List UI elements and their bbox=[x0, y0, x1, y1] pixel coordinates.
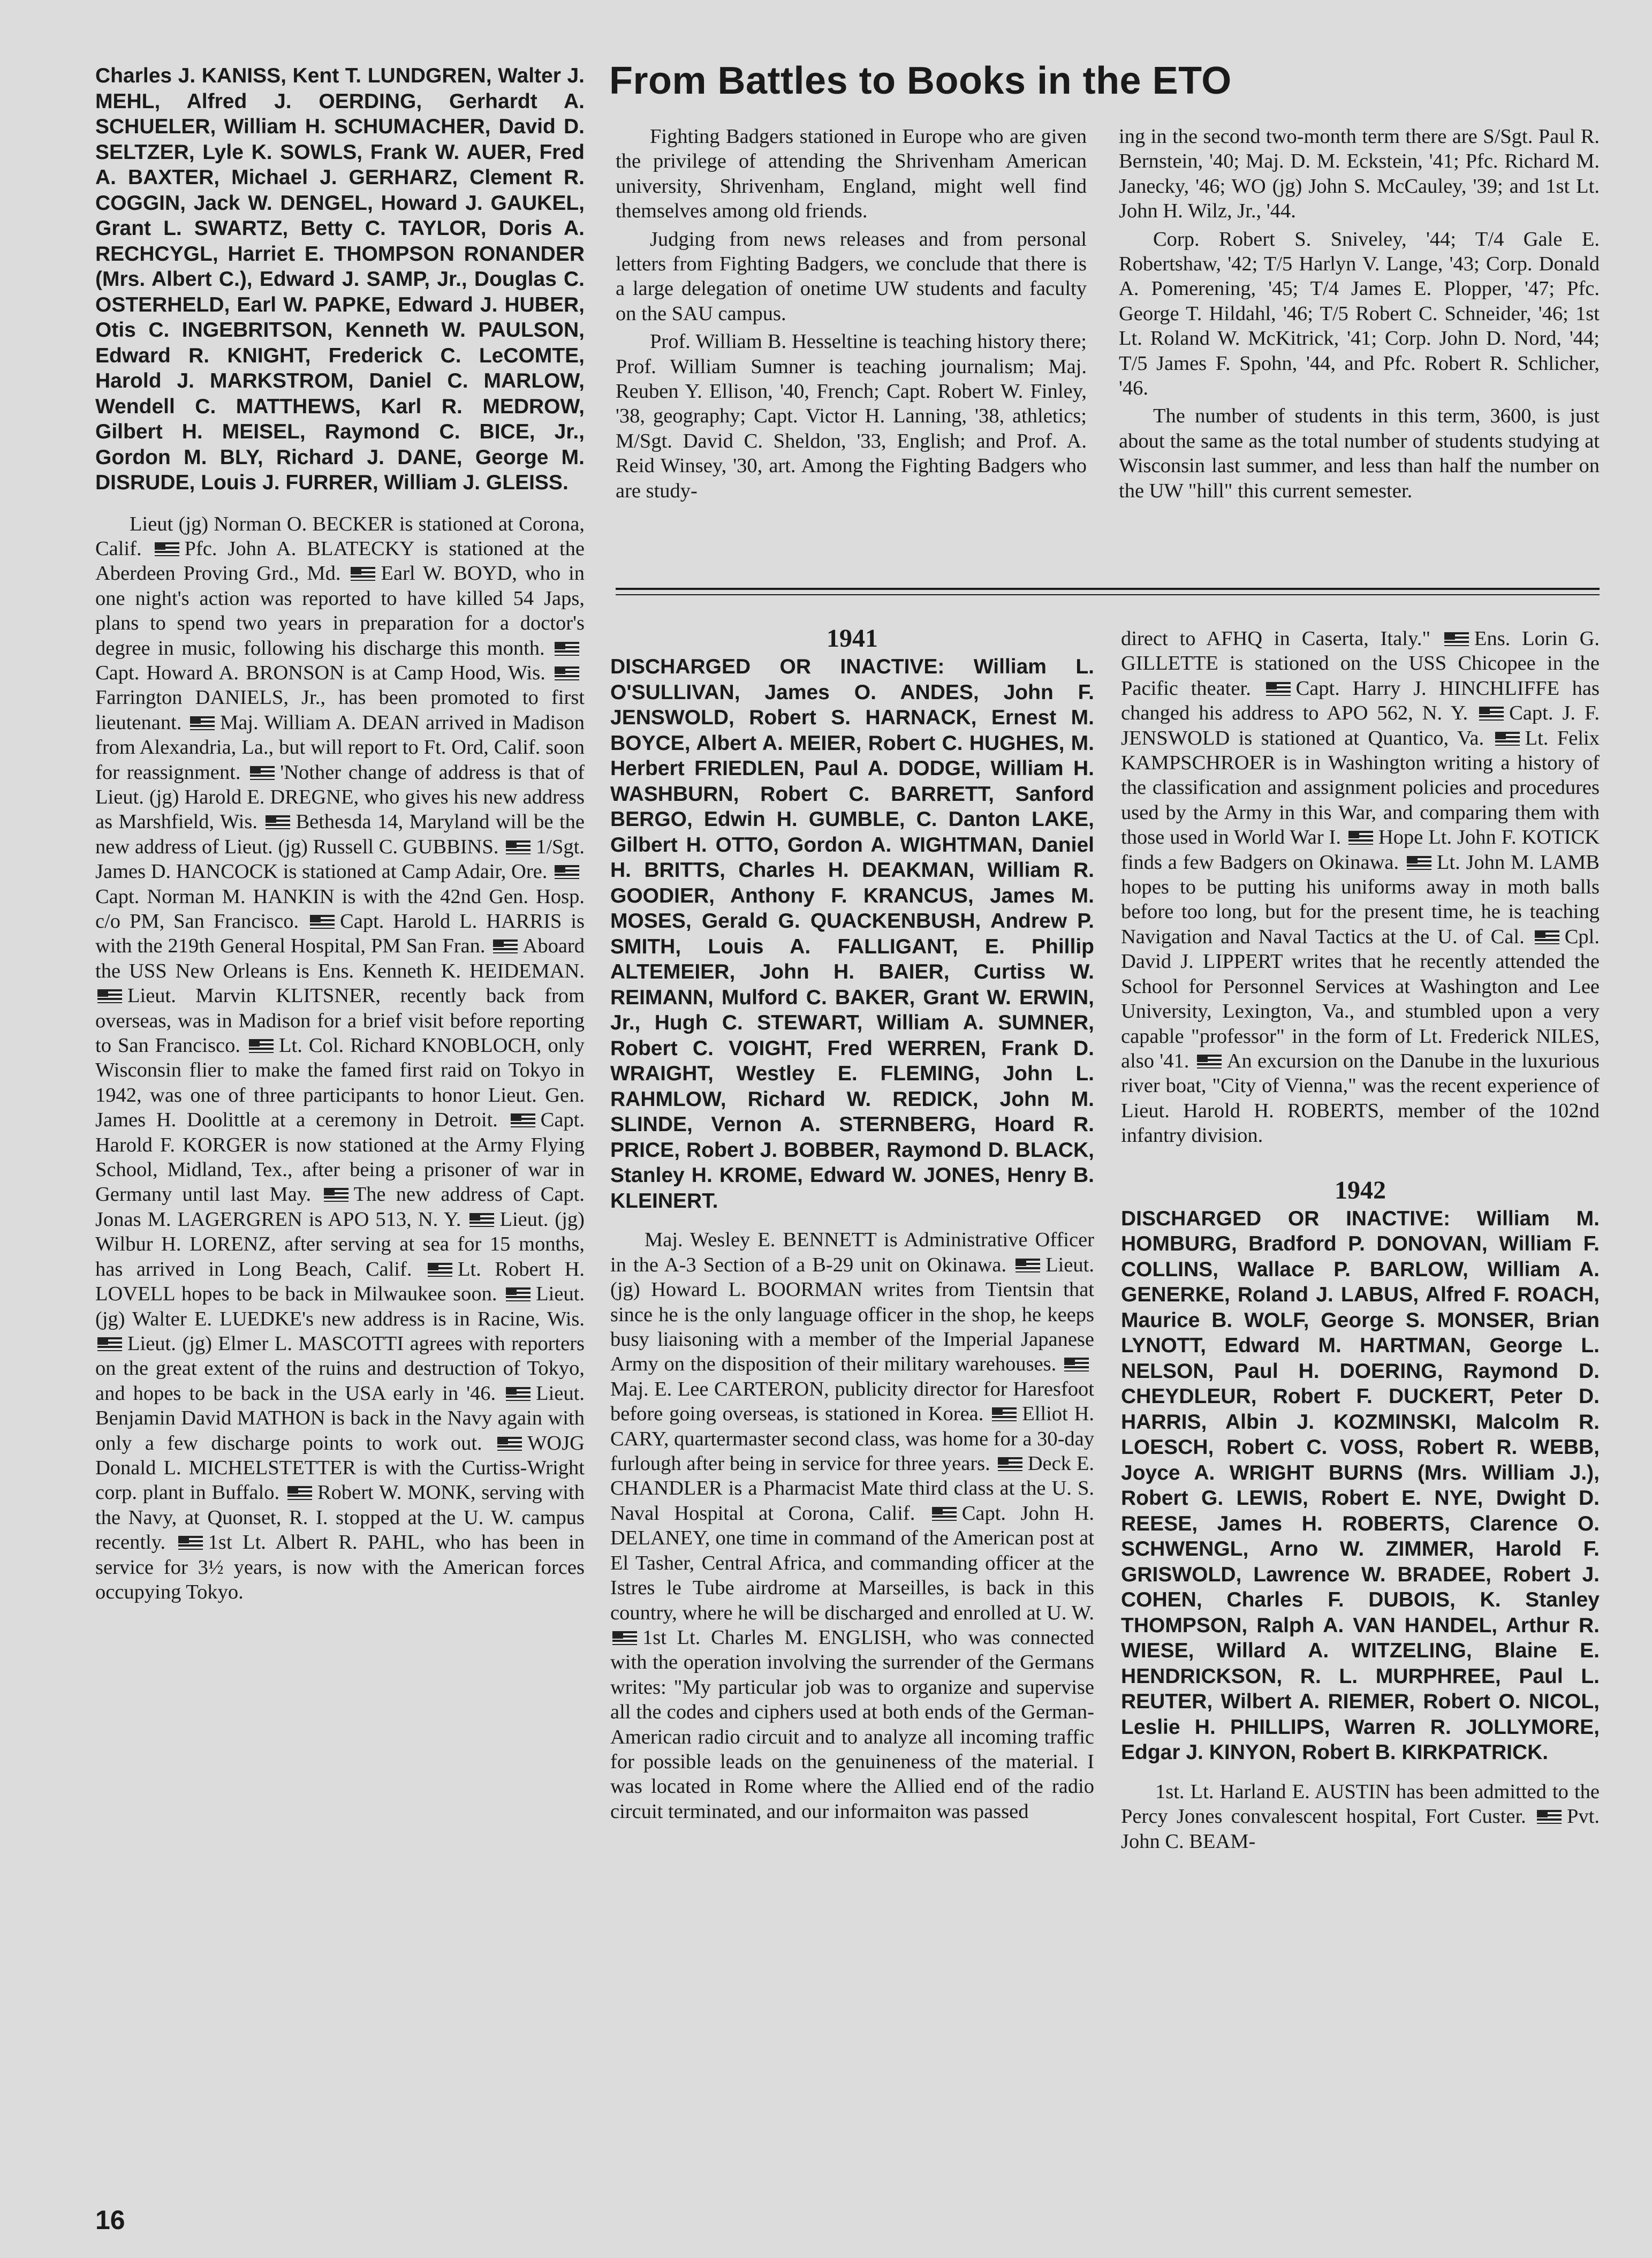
news-item: Capt. Harold F. KORGER is now stationed at the Army Flying School, Midland, Tex., after being a prisoner of war in Germany until last May. bbox=[95, 1109, 585, 1206]
article-headline: From Battles to Books in the ETO bbox=[609, 59, 1232, 102]
news-item: Aboard the USS New Orleans is Ens. Kenneth K. HEIDEMAN. bbox=[95, 935, 585, 982]
us-flag-icon bbox=[250, 766, 275, 780]
year-heading-1942: 1942 bbox=[1335, 1176, 1386, 1204]
us-flag-icon bbox=[178, 1536, 203, 1550]
us-flag-icon bbox=[555, 642, 579, 656]
news-item: Pfc. John A. BLATECKY is stationed at the Aberdeen Proving Grd., Md. bbox=[95, 537, 585, 585]
us-flag-icon bbox=[612, 1631, 637, 1645]
us-flag-icon bbox=[1197, 1055, 1222, 1069]
news-item: direct to AFHQ in Caserta, Italy." bbox=[1121, 627, 1442, 650]
news-item: Hope Lt. John F. KOTICK finds a few Badgers on Okinawa. bbox=[1121, 826, 1600, 874]
left-column bbox=[95, 63, 585, 1604]
news-item: Lieut. Marvin KLITSNER, recently back from overseas, was in Madison for a brief visit before reporting to San Francisco. bbox=[95, 984, 585, 1057]
article-column-a bbox=[616, 124, 1087, 503]
news-item: Capt. Harold L. HARRIS is with the 219th General Hospital, PM San Fran. bbox=[95, 910, 585, 958]
us-flag-icon bbox=[506, 1387, 531, 1401]
news-item: Deck E. CHANDLER is a Pharmacist Mate third class at the U. S. Naval Hospital at Corona, Calif. bbox=[610, 1452, 1095, 1525]
news-item: Maj. E. Lee CARTERON, publicity director for Haresfoot before going overseas, is stationed in Korea. bbox=[610, 1377, 1094, 1426]
us-flag-icon bbox=[1348, 831, 1373, 845]
article-paragraph: Prof. William B. Hesseltine is teaching history there; Prof. William Sumner is teaching journalism; Maj. Reuben Y. Ellison, '40, French; Capt. Robert W. Finley, '38, geography; Capt. Victor H. Lanning, '38, athletics; M/Sgt. David C. Sheldon, '33, English; and Prof. A. Reid Winsey, '30, art. Among the Fighting Badgers who are study- bbox=[616, 330, 1087, 502]
news-item: 1/Sgt. James D. HANCOCK is stationed at Camp Adair, Ore. bbox=[95, 835, 585, 883]
news-item: Lieut. (jg) Howard L. BOORMAN writes from Tientsin that since he is the only language officer in the shop, he keeps busy liaisoning with a member of the Imperial Japanese Army on the disposition of their military warehouses. bbox=[610, 1253, 1094, 1376]
us-flag-icon bbox=[1479, 707, 1504, 721]
us-flag-icon bbox=[493, 939, 518, 953]
news-item: The new address of Capt. Jonas M. LAGERGREN is APO 513, N. Y. bbox=[95, 1183, 585, 1231]
us-flag-icon bbox=[190, 716, 215, 730]
us-flag-icon bbox=[310, 915, 335, 929]
us-flag-icon bbox=[998, 1457, 1022, 1471]
us-flag-icon bbox=[555, 865, 579, 879]
news-item: Capt. Harry J. HINCHLIFFE has changed his address to APO 562, N. Y. bbox=[1121, 677, 1600, 725]
us-flag-icon bbox=[428, 1263, 452, 1277]
us-flag-icon bbox=[249, 1039, 274, 1053]
names-list: Charles J. KANISS, Kent T. LUNDGREN, Walter J. MEHL, Alfred J. OERDING, Gerhardt A. SCHUELER, William H. SCHUMACHER, David D. SELTZER, Lyle K. SOWLS, Frank W. AUER, Fred A. BAXTER, Michael J. GERHARZ, Clement R. COGGIN, Jack W. DENGEL, Howard J. GAUKEL, Grant L. SWARTZ, Betty C. TAYLOR, Doris A. RECHCYGL, Harriet E. THOMPSON RONANDER (Mrs. Albert C.), Edward J. SAMP, Jr., Douglas C. OSTERHELD, Earl W. PAPKE, Edward J. HUBER, Otis C. INGEBRITSON, Kenneth W. PAULSON, Edward R. KNIGHT, Frederick C. LeCOMTE, Harold J. MARKSTROM, Daniel C. MARLOW, Wendell C. MATTHEWS, Karl R. MEDROW, Gilbert H. MEISEL, Raymond C. BICE, Jr., Gordon M. BLY, Richard J. DANE, George M. DISRUDE, Louis J. FURRER, William J. GLEISS. bbox=[95, 64, 585, 494]
news-item: Cpl. David J. LIPPERT writes that he recently attended the School for Personnel Services at Washington and Lee University, Lexington, Va., and stumbled upon a very capable "professor" in the form of Lt. Frederick NILES, also '41. bbox=[1121, 925, 1600, 1072]
us-flag-icon bbox=[1266, 682, 1291, 696]
news-item: 1st Lt. Albert R. PAHL, who has been in service for 3½ years, is now with the American forces occupying Tokyo. bbox=[95, 1531, 585, 1603]
news-item: Lt. Robert H. LOVELL hopes to be back in Milwaukee soon. bbox=[95, 1257, 585, 1306]
us-flag-icon bbox=[1537, 1810, 1562, 1824]
column-1941 bbox=[610, 626, 1094, 1824]
news-paragraph bbox=[1121, 1779, 1600, 1854]
news-item: Lt. Col. Richard KNOBLOCH, only Wisconsin flier to make the famed first raid on Tokyo in 1942, was one of three participants to honor Lieut. Gen. James H. Doolittle at a ceremony in Detroit. bbox=[95, 1034, 585, 1132]
news-item: Maj. William A. DEAN arrived in Madison from Alexandria, La., but will report to Ft. Ord, Calif. soon for reassignment. bbox=[95, 711, 585, 784]
us-flag-icon bbox=[469, 1213, 494, 1227]
us-flag-icon bbox=[511, 1113, 535, 1127]
news-item: Capt. Howard A. BRONSON is at Camp Hood, Wis. bbox=[95, 661, 552, 684]
news-item: Lieut (jg) Norman O. BECKER is stationed at Corona, Calif. bbox=[95, 512, 585, 560]
news-item: Earl W. BOYD, who in one night's action was reported to have killed 54 Japs, plans to spend two years in preparation for a doctor's degree in music, following his discharge this month. bbox=[95, 562, 585, 660]
news-item: Lt. Felix KAMPSCHROER is in Washington writing a history of the classification and assignment policies and procedures used by the Army in this War, and comparing them with those used in World War I. bbox=[1121, 726, 1600, 849]
article-paragraph: ing in the second two-month term there are S/Sgt. Paul R. Bernstein, '40; Maj. D. M. Eckstein, '41; Pfc. Richard M. Janecky, '46; WO (jg) John S. McCauley, '39; and 1st Lt. John H. Wilz, Jr., '44. bbox=[1119, 125, 1600, 223]
us-flag-icon bbox=[1407, 856, 1431, 870]
article-paragraph: The number of students in this term, 3600, is just about the same as the total number of students studying at Wisconsin last summer, and less than half the number on the UW "hill" this current semester. bbox=[1119, 405, 1600, 502]
news-item: Bethesda 14, Maryland will be the new address of Lieut. (jg) Russell C. GUBBINS. bbox=[95, 810, 585, 858]
article-divider-rule bbox=[616, 588, 1600, 590]
us-flag-icon bbox=[155, 542, 179, 556]
news-item: Lieut. Benjamin David MATHON is back in the Navy again with only a few discharge points to work out. bbox=[95, 1382, 585, 1454]
article-paragraph: Fighting Badgers stationed in Europe who are given the privilege of attending the Shrivenham American university, Shrivenham, England, might well find themselves among old friends. bbox=[616, 125, 1087, 223]
news-item: Capt. John H. DELANEY, one time in command of the American post at El Tasher, Central Africa, and commanding officer at the Istres le Tube airdrome at Marseilles, is back in this country, where he will be discharged and enrolled at U. W. bbox=[610, 1502, 1095, 1624]
news-item: Lieut. (jg) Elmer L. MASCOTTI agrees with reporters on the great extent of the ruins and destruction of Tokyo, and hopes to be back in the USA early in '46. bbox=[95, 1332, 585, 1405]
discharged-names-1942: DISCHARGED OR INACTIVE: William M. HOMBURG, Bradford P. DONOVAN, William F. COLLINS, Wallace P. BARLOW, William A. GENERKE, Roland J. LABUS, Alfred F. ROACH, Maurice B. WOLF, George S. MONSER, Brian LYNOTT, Edward M. HARTMAN, George L. NELSON, Paul H. DOERING, Raymond D. CHEYDLEUR, Robert F. DUCKERT, Peter D. HARRIS, Albin J. KOZMINSKI, Malcolm R. LOESCH, Robert C. VOSS, Robert R. WEBB, Joyce A. WRIGHT BURNS (Mrs. William J.), Robert G. LEWIS, Robert E. NYE, Dwight D. REESE, James H. ROBERTS, Clarence O. SCHWENGL, Arno W. ZIMMER, Harold F. GRISWOLD, Lawrence W. BRADEE, Robert J. COHEN, Charles F. DUBOIS, K. Stanley THOMPSON, Ralph A. VAN HANDEL, Arthur R. WIESE, Willard A. WITZELING, Blaine E. HENDRICKSON, R. L. MURPHREE, Paul L. REUTER, Wilbert A. RIEMER, Robert O. NICOL, Leslie H. PHILLIPS, Warren R. JOLLYMORE, Edgar J. KINYON, Robert B. KIRKPATRICK. bbox=[1121, 1207, 1600, 1764]
us-flag-icon bbox=[506, 840, 531, 854]
news-item: Lieut. (jg) Walter E. LUEDKE's new address is in Racine, Wis. bbox=[95, 1283, 585, 1330]
news-paragraph bbox=[95, 512, 585, 1605]
news-item: 'Nother change of address is that of Lieut. (jg) Harold E. DREGNE, who gives his new address as Marshfield, Wis. bbox=[95, 761, 585, 834]
article-divider-rule bbox=[616, 594, 1600, 595]
us-flag-icon bbox=[324, 1188, 348, 1202]
us-flag-icon bbox=[1535, 930, 1559, 944]
article-paragraph: Judging from news releases and from personal letters from Fighting Badgers, we conclude that there is a large delegation of onetime UW students and faculty on the SAU campus. bbox=[616, 228, 1087, 325]
us-flag-icon bbox=[1495, 732, 1520, 746]
news-item: An excursion on the Danube in the luxurious river boat, "City of Vienna," was the recent experience of Lieut. Harold H. ROBERTS, member of the 102nd infantry division. bbox=[1121, 1049, 1600, 1147]
news-item: Robert W. MONK, serving with the Navy, at Quonset, R. I. stopped at the U. W. campus recently. bbox=[95, 1481, 585, 1554]
us-flag-icon bbox=[351, 567, 375, 581]
us-flag-icon bbox=[506, 1287, 531, 1301]
us-flag-icon bbox=[266, 815, 290, 829]
us-flag-icon bbox=[497, 1437, 522, 1451]
us-flag-icon bbox=[1444, 632, 1469, 646]
news-item: 1st. Lt. Harland E. AUSTIN has been admitted to the Percy Jones convalescent hospital, Fort Custer. bbox=[1121, 1780, 1600, 1828]
us-flag-icon bbox=[97, 989, 122, 1003]
page-number: 16 bbox=[95, 2205, 125, 2235]
us-flag-icon bbox=[555, 666, 579, 680]
news-item: Lieut. (jg) Wilbur H. LORENZ, after serving at sea for 15 months, has arrived in Long Beach, Calif. bbox=[95, 1208, 585, 1280]
news-item: WOJG Donald L. MICHELSTETTER is with the Curtiss-Wright corp. plant in Buffalo. bbox=[95, 1431, 585, 1504]
news-item: Lt. John M. LAMB hopes to be putting his uniforms away in moth balls before too long, but for the present time, he is teaching Navigation and Naval Tactics at the U. of Cal. bbox=[1121, 851, 1600, 948]
year-heading-1941: 1941 bbox=[827, 624, 878, 653]
article-paragraph: Corp. Robert S. Sniveley, '44; T/4 Gale E. Robertshaw, '42; T/5 Harlyn V. Lange, '43; Corp. Donald A. Pomerening, '45; T/4 James E. Plopper, '47; Pfc. George T. Hildahl, '46; T/5 Robert C. Schneider, '46; 1st Lt. Roland W. McKitrick, '41; Corp. John D. Nord, '44; T/5 James F. Spohn, '44, and Pfc. Robert R. Schlicher, '46. bbox=[1119, 228, 1600, 400]
us-flag-icon bbox=[1016, 1259, 1040, 1272]
news-item: Ens. Lorin G. GILLETTE is stationed on the USS Chicopee in the Pacific theater. bbox=[1121, 627, 1600, 700]
news-item: Elliot H. CARY, quartermaster second class, was home for a 30-day furlough after being in service for three years. bbox=[610, 1403, 1094, 1475]
us-flag-icon bbox=[1064, 1358, 1089, 1372]
us-flag-icon bbox=[97, 1337, 122, 1351]
us-flag-icon bbox=[932, 1507, 957, 1521]
discharged-names-1941: DISCHARGED OR INACTIVE: William L. O'SULLIVAN, James O. ANDES, John F. JENSWOLD, Robert S. HARNACK, Ernest M. BOYCE, Albert A. MEIER, Robert C. HUGHES, M. Herbert FRIEDLEN, Paul A. DODGE, William H. WASHBURN, Robert C. BARRETT, Sanford BERGO, Edwin H. GUMBLE, C. Danton LAKE, Gilbert H. OTTO, Gordon A. WIGHTMAN, Daniel H. BRITTS, Charles H. DEAKMAN, William R. GOODIER, Anthony F. KRANCUS, James M. MOSES, Gerald G. QUACKENBUSH, Andrew P. SMITH, Louis A. FALLIGANT, E. Phillip ALTEMEIER, John H. BAIER, Curtiss W. REIMANN, Mulford C. BAKER, Grant W. ERWIN, Jr., Hugh C. STEWART, William A. SUMNER, Robert C. VOIGHT, Fred WERREN, Frank D. WRAIGHT, Westley E. FLEMING, John L. RAHMLOW, Richard W. REDICK, John M. SLINDE, Vernon A. STERNBERG, Hoard R. PRICE, Robert J. BOBBER, Raymond D. BLACK, Stanley H. KROME, Edward W. JONES, Henry B. KLEINERT. bbox=[610, 655, 1094, 1213]
news-item: Farrington DANIELS, Jr., has been promoted to first lieutenant. bbox=[95, 686, 585, 734]
news-item: Capt. Norman M. HANKIN is with the 42nd Gen. Hosp. c/o PM, San Francisco. bbox=[95, 885, 585, 933]
news-item: Maj. Wesley E. BENNETT is Administrative Officer in the A-3 Section of a B-29 unit on Okinawa. bbox=[610, 1229, 1094, 1276]
news-item: Capt. J. F. JENSWOLD is stationed at Quantico, Va. bbox=[1121, 702, 1600, 749]
us-flag-icon bbox=[287, 1486, 312, 1500]
article-column-b bbox=[1119, 124, 1600, 503]
us-flag-icon bbox=[992, 1407, 1017, 1421]
news-item: Pvt. John C. BEAM- bbox=[1121, 1805, 1600, 1853]
news-paragraph bbox=[1121, 626, 1600, 1148]
news-paragraph bbox=[610, 1227, 1094, 1824]
column-1942 bbox=[1121, 626, 1600, 1854]
news-item: 1st Lt. Charles M. ENGLISH, who was connected with the operation involving the surrender of the Germans writes: "My particular job was to organize and supervise all the codes and ciphers used at both ends of the German-American radio circuit and to analyze all incoming traffic for possible leads on the genuineness of the material. I was located in Rome where the Allied end of the radio circuit terminated, and our informaiton was passed bbox=[610, 1626, 1094, 1823]
